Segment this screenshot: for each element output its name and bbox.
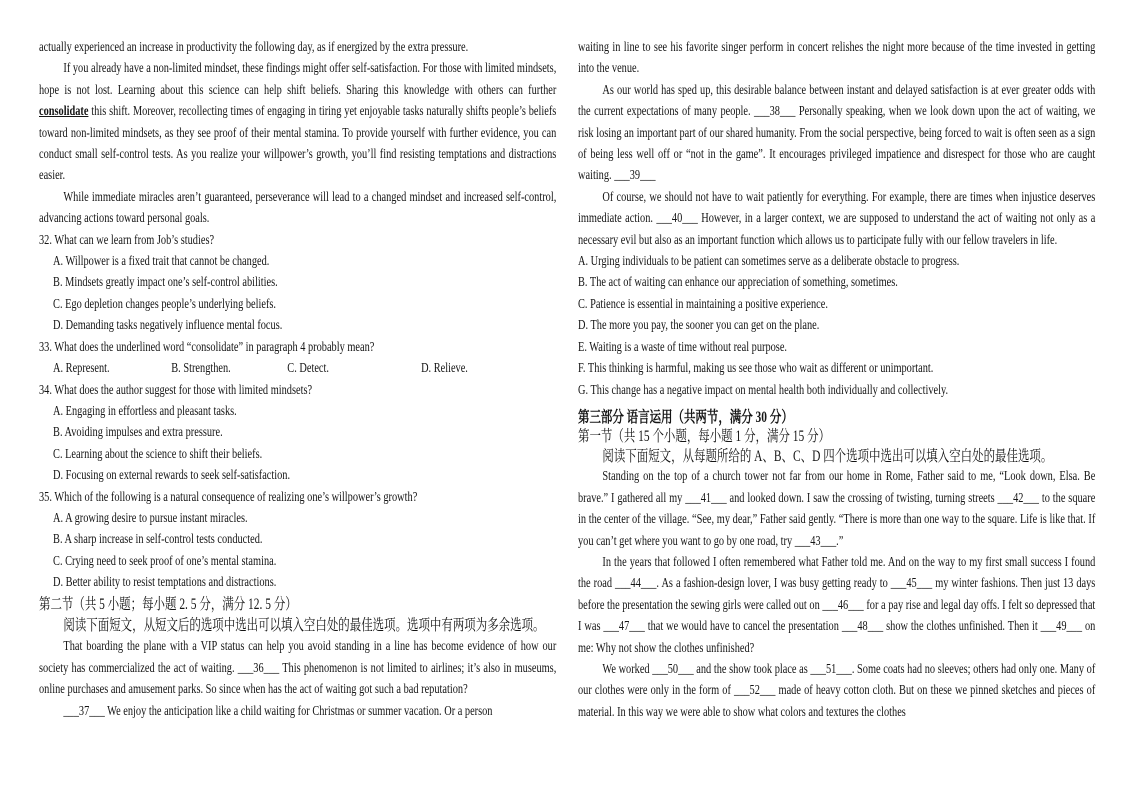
option: C. Crying need to seek proof of one’s mental stamina.	[53, 553, 277, 569]
text-segment: If you already have a non-limited mindset, these findings might offer self-satisfaction. For those with limited mindsets, hope is not lost. Learning about this science can help shift beliefs. Sharing this knowledge with others can further	[39, 61, 557, 98]
paragraph: Standing on the top of a church tower not far from our home in Rome, Father said to me, “Look down, Elsa. Be brave.” I gathered all my ___41___ and looked down. I saw the crossing of twisting, turning streets ___42___ to the square in the center of the village. “See, my dear,” Father said gently. “There is more than one way to the square. Life is like that. If you can’t get where you want to go by one road, try ___43___.”	[578, 469, 1096, 549]
option: D. Demanding tasks negatively influence mental focus.	[53, 318, 283, 334]
section-header: 第一节（共 15 个小题，每小题 1 分，满分 15 分）	[578, 428, 831, 446]
question: 35. Which of the following is a natural consequence of realizing one’s willpower’s growth?	[39, 489, 418, 505]
paragraph: That boarding the plane with a VIP status can help you avoid standing in a line has become evidence of how our society has commercialized the act of waiting. ___36___ This phenomenon is not limited to airlines; it’s also in museums, online purchases and amusement parks. So since when has the act of waiting got such a bad reputation?	[39, 639, 557, 698]
options-row	[39, 358, 556, 379]
choice-sentence: D. The more you pay, the sooner you can get on the plane.	[578, 318, 820, 334]
paragraph: While immediate miracles aren’t guaranteed, perseverance will lead to a changed mindset and increased self-control, advancing actions toward personal goals.	[39, 189, 557, 227]
instruction: 阅读下面短文，从每题所给的 A、B、C、D 四个选项中选出可以填入空白处的最佳选项。	[602, 447, 1053, 465]
question: 34. What does the author suggest for those with limited mindsets?	[39, 382, 313, 398]
question: 33. What does the underlined word “consolidate” in paragraph 4 probably mean?	[39, 339, 375, 355]
choice-sentence: C. Patience is essential in maintaining a positive experience.	[578, 296, 828, 312]
option: A. Willpower is a fixed trait that cannot be changed.	[53, 254, 270, 270]
option: A. Engaging in effortless and pleasant tasks.	[53, 403, 237, 419]
paragraph: actually experienced an increase in productivity the following day, as if energized by the extra pressure.	[39, 40, 469, 55]
option: D. Focusing on external rewards to seek self-satisfaction.	[53, 468, 291, 484]
text-segment: this shift. Moreover, recollecting times of engaging in tiring yet enjoyable tasks naturally shifts people’s beliefs toward non-limited mindsets, as they see proof of their mental stamina. To provide yourself with further evidence, you can conduct small self-control tests. As you realize your willpower’s growth, you’ll find resisting temptations and distractions easier.	[39, 104, 557, 184]
option: C. Detect.	[287, 361, 329, 377]
option: B. A sharp increase in self-control tests conducted.	[53, 532, 263, 548]
question: 32. What can we learn from Job’s studies?	[39, 232, 215, 248]
choice-sentence: A. Urging individuals to be patient can sometimes serve as a deliberate obstacle to progress.	[578, 254, 960, 270]
option: B. Strengthen.	[171, 361, 231, 377]
choice-sentence: G. This change has a negative impact on mental health both individually and collectively.	[578, 382, 949, 398]
right-column	[578, 37, 1095, 723]
option: A. Represent.	[53, 361, 110, 377]
choice-sentence: F. This thinking is harmful, making us see those who wait as different or unimportant.	[578, 361, 934, 377]
option: D. Relieve.	[421, 361, 468, 377]
option: C. Ego depletion changes people’s underlying beliefs.	[53, 296, 277, 312]
choice-sentence: B. The act of waiting can enhance our appreciation of something, sometimes.	[578, 275, 898, 291]
option: A. A growing desire to pursue instant miracles.	[53, 510, 248, 526]
choice-sentence: E. Waiting is a waste of time without real purpose.	[578, 339, 788, 355]
paragraph: Of course, we should not have to wait patiently for everything. For example, there are times when injustice deserves immediate action. ___40___ However, in a larger context, we are supposed to understand the act of waiting not only as a necessary evil but also as an important function which allows us to participate fully with our fellow travelers in life.	[578, 189, 1096, 248]
left-column	[39, 37, 556, 722]
option: C. Learning about the science to shift their beliefs.	[53, 446, 263, 462]
section-header: 第二节（共 5 小题；每小题 2. 5 分，满分 12. 5 分）	[39, 595, 297, 613]
part-header: 第三部分 语言运用（共两节，满分 30 分）	[578, 408, 793, 426]
option: B. Avoiding impulses and extra pressure.	[53, 425, 223, 441]
paragraph	[39, 58, 556, 186]
paragraph: In the years that followed I often remembered what Father told me. And on the way to my first small success I found the road ___44___. As a fashion-design lover, I was busy getting ready to ___45___ my winter fashions. Then just 13 days before the presentation the sewing girls were called out on ___46___ for a pay rise and legal day offs. I felt so depressed that I was ___47___ that we would have to cancel the presentation ___48___ show the clothes unfinished. Then it ___49___ on me: Why not show the clothes unfinished?	[578, 555, 1096, 656]
paragraph: waiting in line to see his favorite singer perform in concert relishes the night more because of the time invested in getting into the venue.	[578, 40, 1096, 77]
paragraph: We worked ___50___ and the show took place as ___51___. Some coats had no sleeves; others had only one. Many of our clothes were only in the form of ___52___ made of heavy cotton cloth. But on these we pinned sketches and pieces of material. In this way we were able to show what colors and textures the clothes	[578, 662, 1096, 720]
instruction: 阅读下面短文，从短文后的选项中选出可以填入空白处的最佳选项。选项中有两项为多余选项。	[63, 616, 545, 634]
paragraph: ___37___ We enjoy the anticipation like a child waiting for Christmas or summer vacation. Or a person	[63, 703, 493, 719]
paragraph: As our world has sped up, this desirable balance between instant and delayed satisfaction is at ever greater odds with the current expectations of many people. ___38___ Personally speaking, when we look down upon the act of waiting, we risk losing an important part of our shared humanity. From the social perspective, being forced to wait is often seen as a sign of being less well off or “not in the game”. It encourages privileged impatience and disrespect for those who are caught waiting. ___39___	[578, 82, 1096, 184]
option: B. Mindsets greatly impact one’s self-control abilities.	[53, 275, 278, 291]
option: D. Better ability to resist temptations and distractions.	[53, 575, 277, 591]
underlined-word: consolidate	[39, 104, 89, 120]
